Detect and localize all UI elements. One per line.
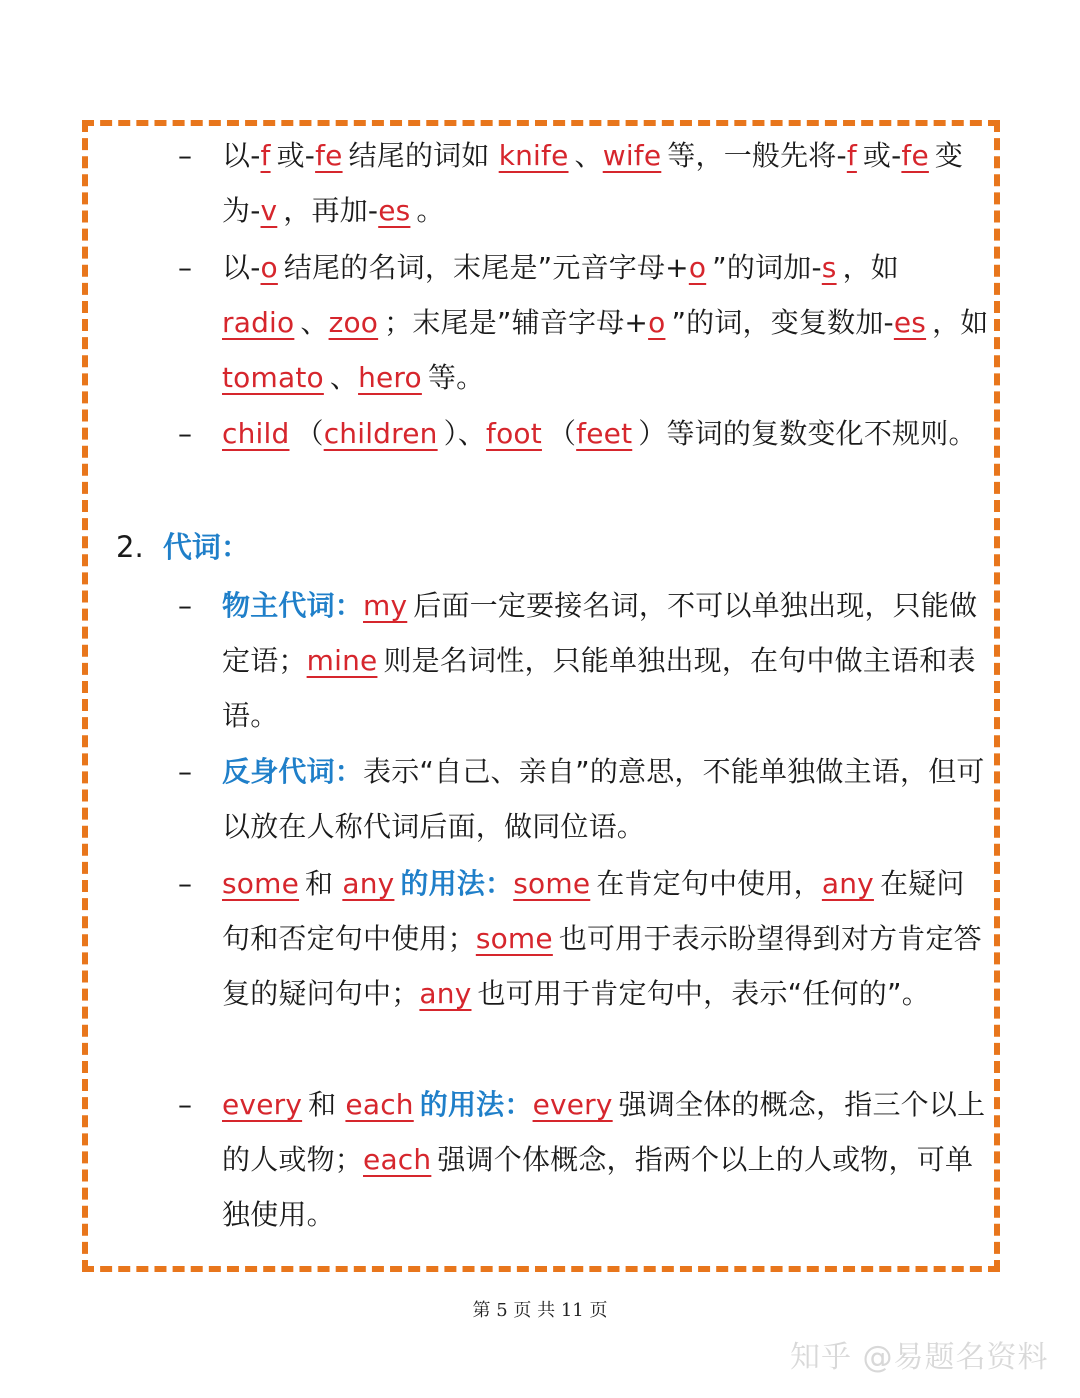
underlined-term: child — [222, 417, 290, 450]
underlined-term: fe — [901, 139, 929, 172]
zhihu-watermark: 知乎 @易题名资料 — [790, 1340, 1049, 1375]
underlined-term: es — [893, 306, 927, 339]
text-segment: 等。 — [427, 361, 485, 394]
underlined-term: wife — [602, 139, 662, 172]
text-segment: 表示“自己、亲自”的意思，不能单独做主语，但可以放在人称代词后面，做同位语。 — [222, 755, 985, 843]
text-segment: 在疑问句和否定句中使用； — [222, 867, 965, 955]
text-segment: 强调全体的概念，指三个以上的人或物； — [222, 1088, 986, 1176]
text-segment: （ — [547, 417, 577, 450]
bullet-dash: – — [178, 1088, 192, 1121]
underlined-term: o — [260, 251, 278, 284]
underlined-term: feet — [576, 417, 633, 450]
underlined-term: some — [222, 867, 300, 900]
list-item — [222, 856, 990, 1021]
bold-label: 的用法： — [419, 1088, 533, 1121]
underlined-term: hero — [358, 361, 422, 394]
list-item — [222, 128, 990, 238]
underlined-term: each — [345, 1088, 414, 1121]
list-item — [222, 578, 990, 743]
text-segment: 则是名词性，只能单独出现，在句中做主语和表语。 — [222, 644, 976, 732]
text-segment: ）、 — [443, 417, 487, 450]
list-item — [222, 240, 990, 405]
underlined-term: some — [513, 867, 591, 900]
text-segment: 结尾的词如 — [348, 139, 499, 172]
bullet-dash: – — [178, 755, 192, 788]
text-segment: 和 — [308, 1088, 346, 1121]
bold-label: 反身代词： — [222, 755, 364, 788]
underlined-term: knife — [498, 139, 569, 172]
underlined-term: zoo — [328, 306, 379, 339]
underlined-term: any — [419, 977, 472, 1010]
text-segment: 等，一般先将- — [667, 139, 847, 172]
text-segment: ”的词加- — [712, 251, 822, 284]
text-segment: 在肯定句中使用， — [596, 867, 822, 900]
text-segment: 强调个体概念，指两个以上的人或物，可单独使用。 — [222, 1143, 974, 1231]
underlined-term: some — [475, 922, 553, 955]
underlined-term: f — [846, 139, 857, 172]
section-number: 2. — [116, 530, 144, 564]
text-segment: ）等词的复数变化不规则。 — [638, 417, 977, 450]
page-number-footer: 第 5 页 共 11 页 — [472, 1300, 608, 1321]
text-segment: 也可用于肯定句中，表示“任何的”。 — [477, 977, 930, 1010]
text-segment: 结尾的名词，末尾是”元音字母+ — [283, 251, 689, 284]
bullet-dash: – — [178, 589, 192, 622]
bold-label: 的用法： — [400, 867, 514, 900]
text-segment: 后面一定要接名词，不可以单独出现，只能做定语； — [222, 589, 978, 677]
text-segment: 或- — [862, 139, 902, 172]
text-segment: 。 — [416, 194, 445, 227]
underlined-term: o — [688, 251, 707, 284]
underlined-term: tomato — [222, 361, 324, 394]
underlined-term: mine — [306, 644, 378, 677]
text-segment: ；末尾是”辅音字母+ — [384, 306, 649, 339]
text-segment: 、 — [300, 306, 329, 339]
underlined-term: v — [260, 194, 278, 227]
text-segment: ，如 — [842, 251, 899, 284]
text-segment: 以- — [222, 139, 261, 172]
text-segment: ”的词，变复数加- — [671, 306, 894, 339]
text-segment: 也可用于表示盼望得到对方肯定答复的疑问句中； — [222, 922, 982, 1010]
bullet-dash: – — [178, 251, 192, 284]
text-segment: 或- — [276, 139, 316, 172]
text-segment: 变为- — [222, 139, 964, 227]
bold-label: 物主代词： — [222, 589, 364, 622]
text-segment: 和 — [305, 867, 343, 900]
underlined-term: o — [648, 306, 666, 339]
section-heading — [116, 520, 250, 575]
section-title: 代词： — [162, 530, 250, 564]
underlined-term: children — [323, 417, 438, 450]
underlined-term: any — [342, 867, 395, 900]
list-item — [222, 744, 990, 854]
text-segment: ，再加- — [283, 194, 379, 227]
underlined-term: f — [260, 139, 271, 172]
bullet-dash: – — [178, 417, 192, 450]
underlined-term: foot — [486, 417, 542, 450]
text-segment: 、 — [329, 361, 359, 394]
underlined-term: every — [532, 1088, 613, 1121]
underlined-term: every — [222, 1088, 303, 1121]
text-segment: 、 — [574, 139, 603, 172]
underlined-term: s — [821, 251, 837, 284]
bullet-dash: – — [178, 867, 192, 900]
list-item — [222, 406, 990, 461]
underlined-term: fe — [315, 139, 343, 172]
list-item — [222, 1077, 990, 1242]
bullet-dash: – — [178, 139, 192, 172]
underlined-term: each — [363, 1143, 432, 1176]
text-segment: （ — [295, 417, 324, 450]
text-segment: 以- — [222, 251, 261, 284]
underlined-term: es — [378, 194, 411, 227]
underlined-term: radio — [222, 306, 295, 339]
text-segment: ，如 — [932, 306, 989, 339]
underlined-term: my — [363, 589, 408, 622]
underlined-term: any — [821, 867, 874, 900]
